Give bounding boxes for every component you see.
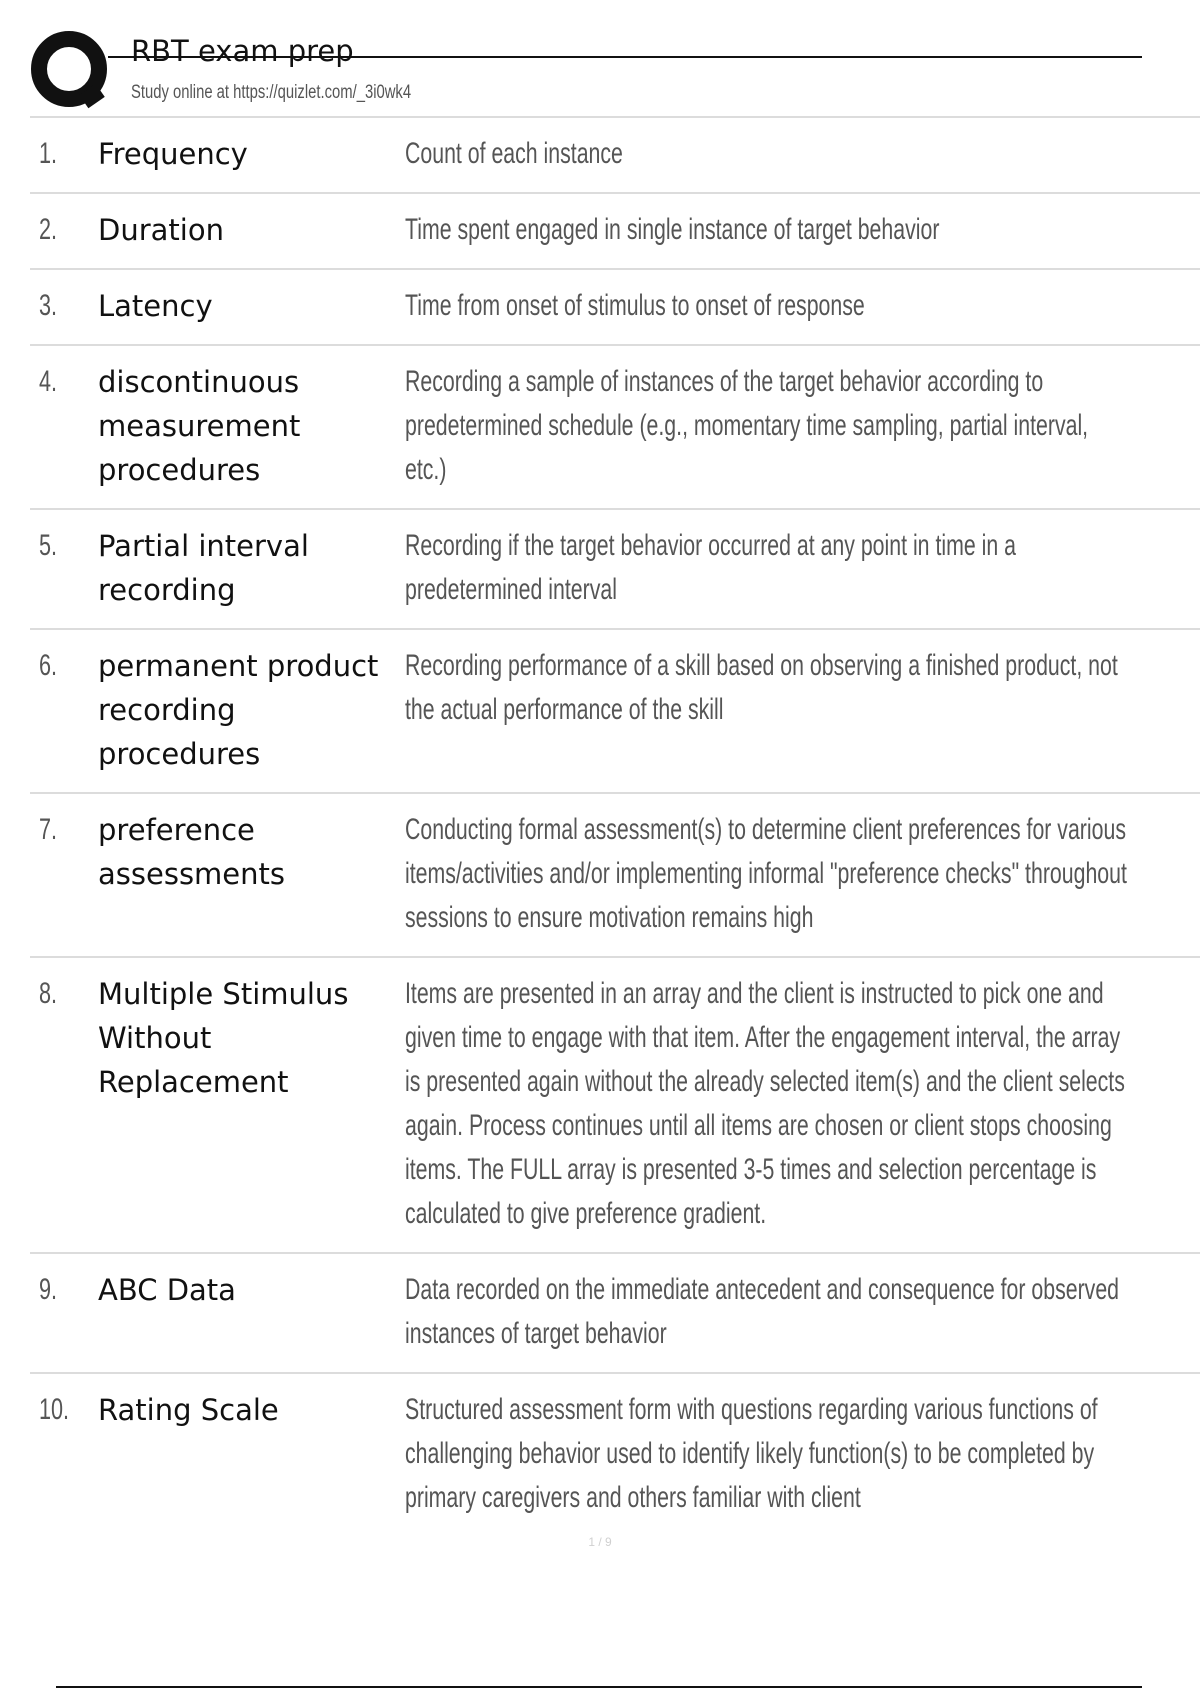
term: Frequency bbox=[98, 137, 248, 171]
item-number: 4. bbox=[39, 365, 58, 398]
list-item bbox=[30, 794, 1200, 958]
study-online-link[interactable]: Study online at https://quizlet.com/_3i0wk4 bbox=[131, 82, 412, 103]
item-number: 2. bbox=[39, 213, 58, 246]
item-number: 3. bbox=[39, 289, 58, 322]
definition: Structured assessment form with questions regarding various functions of challenging behavior used to identify likely function(s) to be completed by primary caregivers and others familiar with client bbox=[405, 1393, 1098, 1514]
term: ABC Data bbox=[98, 1273, 236, 1307]
definition: Conducting formal assessment(s) to determine client preferences for various items/activities and/or implementing informal "preference checks" throughout sessions to ensure motivation remains high bbox=[405, 813, 1127, 934]
term: Duration bbox=[98, 213, 224, 247]
definition: Recording performance of a skill based on observing a finished product, not the actual performance of the skill bbox=[405, 649, 1118, 726]
item-number: 7. bbox=[39, 813, 58, 846]
definition: Time spent engaged in single instance of target behavior bbox=[405, 213, 940, 246]
item-number: 8. bbox=[39, 977, 58, 1010]
term: Rating Scale bbox=[98, 1393, 279, 1427]
document-title: RBT exam prep bbox=[131, 34, 354, 68]
quizlet-q-logo-icon bbox=[30, 30, 112, 112]
item-number: 9. bbox=[39, 1273, 58, 1306]
item-number: 5. bbox=[39, 529, 58, 562]
item-number: 1. bbox=[39, 137, 58, 170]
term: discontinuous measurement procedures bbox=[98, 365, 301, 487]
item-number: 6. bbox=[39, 649, 58, 682]
list-item bbox=[30, 194, 1200, 270]
term: Latency bbox=[98, 289, 213, 323]
list-item bbox=[30, 958, 1200, 1254]
page-indicator: 1 / 9 bbox=[588, 1535, 612, 1549]
item-number: 10. bbox=[39, 1393, 70, 1426]
page-header bbox=[0, 0, 1200, 118]
term: permanent product recording procedures bbox=[98, 649, 379, 771]
definition: Count of each instance bbox=[405, 137, 623, 170]
definition: Time from onset of stimulus to onset of response bbox=[405, 289, 865, 322]
definition: Data recorded on the immediate antecedent and consequence for observed instances of target behavior bbox=[405, 1273, 1120, 1350]
term: Partial interval recording bbox=[98, 529, 309, 607]
flashcard-list bbox=[30, 118, 1200, 1536]
list-item bbox=[30, 1254, 1200, 1374]
term: preference assessments bbox=[98, 813, 285, 891]
definition: Items are presented in an array and the client is instructed to pick one and given time to engage with that item. After the engagement interval, the array is presented again without the already selected item(s) and the client selects again. Process continues until all items are chosen or client stops choosing items. The FULL array is presented 3-5 times and selection percentage is calculated to give preference gradient. bbox=[405, 977, 1125, 1230]
definition: Recording if the target behavior occurred at any point in time in a predetermined interval bbox=[405, 529, 1016, 606]
term: Multiple Stimulus Without Replacement bbox=[98, 977, 349, 1099]
definition: Recording a sample of instances of the target behavior according to predetermined schedule (e.g., momentary time sampling, partial interval, etc.) bbox=[405, 365, 1089, 486]
list-item bbox=[30, 1374, 1200, 1536]
list-item bbox=[30, 510, 1200, 630]
list-item bbox=[30, 118, 1200, 194]
list-item bbox=[30, 630, 1200, 794]
list-item bbox=[30, 270, 1200, 346]
list-item bbox=[30, 346, 1200, 510]
footer-rule bbox=[56, 1686, 1142, 1688]
